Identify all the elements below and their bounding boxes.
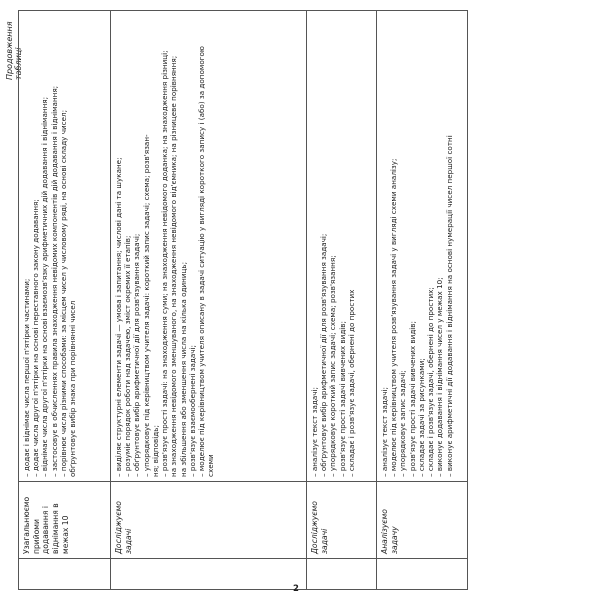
topic-cell: Аналізуємо задачу — [377, 482, 468, 559]
list-item: – виконує додавання і віднімання чисел у межах 10; — [435, 277, 445, 477]
curriculum-table — [18, 10, 468, 590]
outcomes-cell — [19, 11, 111, 482]
list-item: ня; відповідь; — [150, 425, 160, 477]
table-cell-empty — [111, 559, 307, 590]
table-row — [111, 11, 307, 590]
outcomes-cell — [307, 11, 377, 482]
list-item: – розв'язує прості задачі вивчених видів; — [337, 321, 347, 477]
list-item: – моделює під керівництвом учителя описану в задачі ситуацію у вигляді короткого запису і (або) за допомогою — [196, 46, 206, 477]
list-item: – розв'язує взаємообернені задачі; — [187, 345, 197, 477]
list-item: на знаходження невідомого зменшуваного, на знаходження невідомого від'ємника; на різницеве порівняння; — [169, 55, 179, 477]
table-cell-empty — [377, 559, 468, 590]
list-item: – обґрунтовує вибір арифметичної дії для розв'язування задачі; — [319, 233, 329, 477]
list-item: – аналізує текст задачі; — [310, 387, 319, 477]
list-item: – складає і розв'язує задачі, обернені до простих — [346, 289, 356, 477]
table-row — [377, 11, 468, 590]
page-number: 2 — [293, 584, 299, 594]
list-item: схеми — [206, 454, 216, 477]
list-item: – виконує арифметичні дії додавання і віднімання на основі нумерації чисел першої сотні — [444, 135, 454, 477]
list-item: – упорядковує короткий запис задачі; схема; розв'язання; — [328, 255, 338, 477]
list-item: – віднімає числа другої п'ятірки на основі взаємозв'язку арифметичних дій додавання і віднімання; — [40, 96, 50, 477]
list-item: – виділяє структурні елементи задачі — умова і запитання; числові дані та шукане; — [114, 157, 123, 477]
list-item: – розуміє порядок роботи над задачею, зміст окремих її етапів; — [123, 235, 133, 477]
table-cell-empty — [307, 559, 377, 590]
list-item: – додає і віднімає числа першої п'ятірки частинами; — [22, 278, 31, 477]
topic-cell: Досліджуємо задачі — [307, 482, 377, 559]
table-row — [307, 11, 377, 590]
list-item: – упорядковує запис задачі; — [398, 370, 408, 477]
list-item: – складає і розв'язує задачі, обернені до простих; — [426, 287, 436, 477]
topic-cell: Узагальнюємо прийоми додавання і віднімання в межах 10 — [19, 482, 111, 559]
list-item: обґрунтовує вибір знака при порівнянні чисел — [68, 300, 78, 477]
list-item: – складає задачі за рисунками; — [416, 358, 426, 477]
list-item: – порівнює числа різними способами: за місцем чисел у числовому ряді, на основі складу чисел; — [58, 109, 68, 477]
list-item: – аналізує текст задачі; — [380, 387, 389, 477]
list-item: – моделює під керівництвом учителя розв'язування задачі у вигляді схеми аналізу; — [389, 158, 399, 477]
table-row — [19, 11, 111, 590]
list-item: – розв'язує прості задачі: на знаходження суми; на знаходження невідомого доданка; на знаходження різниці; — [160, 50, 170, 477]
list-item: – розв'язує прості задачі вивчених видів; — [407, 321, 417, 477]
list-item: – упорядковує під керівництвом учителя задачі: короткий запис задачі; схема; розв'язан- — [141, 134, 151, 477]
table-cell-empty — [19, 559, 111, 590]
outcomes-cell — [377, 11, 468, 482]
table-continuation-label: Продовження таблиці — [5, 21, 23, 80]
list-item: – застосовує в обчисленнях правила знаходження невідомих компонентів дій додавання і віднімання; — [49, 85, 59, 477]
outcomes-cell — [111, 11, 307, 482]
list-item: – обґрунтовує вибір арифметичної дії для розв'язування задачі; — [132, 233, 142, 477]
list-item: на збільшення або зменшення числа на кілька одиниць; — [178, 261, 188, 477]
list-item: – додає числа другої п'ятірки на основі переставного закону додавання; — [31, 199, 41, 477]
topic-cell: Досліджуємо задачі — [111, 482, 307, 559]
